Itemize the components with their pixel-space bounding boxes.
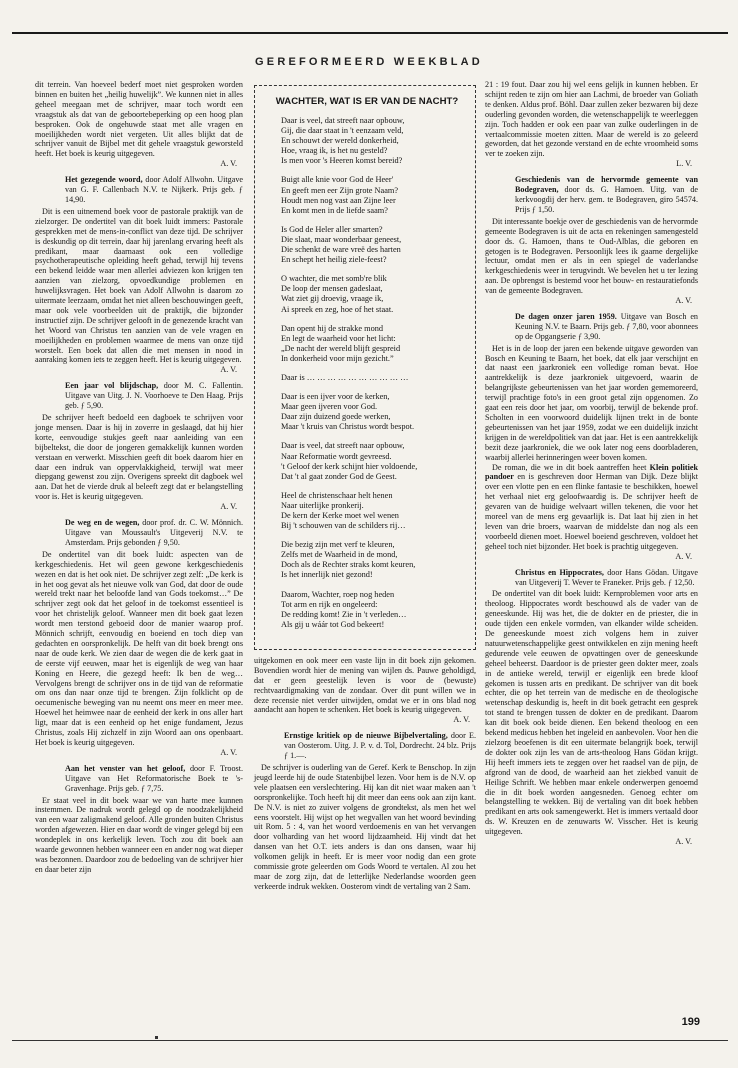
review-title: Christus en Hippocrates,: [515, 567, 604, 577]
review-signature: A. V.: [220, 365, 237, 375]
review-details: door ds. G. Hamoen. Uitg. van de kerkvoogdij der herv. gem. te Bodegraven, giro 54574. Prijs ƒ 1,50.: [515, 185, 698, 214]
poem-line: Is het innerlijk niet gezond!: [281, 570, 373, 580]
review-title: Ernstige kritiek op de nieuwe Bijbelvertaling,: [284, 731, 448, 741]
poem-stanzas: [267, 116, 467, 630]
review-heading: [35, 764, 243, 794]
poem-line: Dan opent hij de strakke mond: [281, 323, 384, 333]
poem-stanza: [281, 274, 467, 314]
poem-line: En schouwt der wereld donkerheid,: [281, 136, 399, 146]
poem-line: Ai spreek en zeg, hoe of het staat.: [281, 304, 394, 314]
poem-line: Die bezig zijn met verf te kleuren,: [281, 540, 395, 550]
poem-line: Zelfs met de Waarheid in de mond,: [281, 550, 398, 560]
review-signature: A. V.: [675, 296, 692, 306]
poem-line: Is men voor 's Heeren komst bereid?: [281, 156, 403, 166]
review-body: De schrijver is ouderling van de Geref. Kerk te Benschop. In zijn jeugd leerde hij de oude Statenbijbel lezen. Voor hem is de N.V. op vele plaatsen een verslechtering. Hij kan dit niet waar maken aan 't oorspronkelijke. Toch heeft hij dit meer dan eens ook aan zijn kant. De N.V. is niet zo zuiver volgens de grondtekst, als men het wel eens voorstelt. Hij wijst op het wegvallen van het woord bevinding uit Rom. 5 : 4, van het woord verdoemenis en van het vervangen door volharding van het woord lijdzaamheid. Hij vindt dat het dansen van het O.T. iets anders is dan ons dansen, waar hij volkomen gelijk in heeft. Er is meer voor nodig dan een grote commissie grote geleerden om Gods Woord te vertalen. Al zou het maar de zorg zijn, dat de letterlijke Nederlandse woorden geen verkeerde indruk wekken. Oosterom vindt de vertaling van 2 Sam.: [254, 763, 476, 891]
poem-stanza: [281, 324, 467, 364]
poem-line: Daarom, Wachter, roep nog heden: [281, 589, 395, 599]
review-heading: [35, 381, 243, 411]
left-column: [35, 80, 243, 875]
poem-stanza: [281, 540, 467, 580]
poem-line: Doch als de Rechter straks komt keuren,: [281, 560, 416, 570]
poem-line: Daar zijn duizend goede werken,: [281, 412, 391, 422]
review-title: Het gezegende woord,: [65, 175, 143, 185]
top-rule: [12, 32, 728, 34]
poem-line: Dat 't al gaat zonder God de Geest.: [281, 471, 397, 481]
poem-line: En legt de waarheid voor het licht:: [281, 333, 396, 343]
poem-stanza: [281, 590, 467, 630]
review-body: De ondertitel van dit boek luidt: aspecten van de kerkgeschiedenis. Het wil geen gewone kerkgeschiedenis wezen en dat is het ook niet. De schrijver zegt zelf: „De kerk is in het oog gevat als het nieuwe volk van God, dat door de oude wereld trekt naar het beloofde land van Gods toekomst…” De schrijver zegt ook dat het geloof in de toekomst essentieel is voor het christelijk geloof. Wanneer men dit boek gaat lezen wordt men terstond geboeid door de manier waarop prof. Mönnich schrijft, eenvoudig en boeiend en toch diep van gedachten en oorspronkelijk. De helft van dit boek brengt ons naar de oude kerk. We zien daar de wegen die de kerk gaat in de eerste vijf eeuwen, maar het is eigenlijk de weg van haar Koning en Heere, die gezegd heeft: Ik ben de weg… Vervolgens brengt de schrijver ons in de tijd van de reformatie om ons dan naar onze tijd te brengen. Zijn folklicht op de oecumenische beweging van nu neemt ons meer en meer mee. Hoewel het heimwee naar de eenheid der kerk in ons aller hart ligt, maar dat is een eenheid op het enige fundament, Jezus Christus, zoals Hij zichzelf in zijn Woord aan ons openbaart. Het boek is keurig uitgegeven.: [35, 549, 243, 747]
page-number: 199: [681, 1016, 700, 1028]
poem-line: Daar is … … … … … … … … … …: [281, 372, 409, 382]
review-body: Dit interessante boekje over de geschiedenis van de hervormde gemeente Bodegraven is uit de acta en rekeningen samengesteld door ds. G. Hamoen, thans te Oud-Alblas, die geboren en getogen is te Bodegraven. Persoonlijk lees ik gaarne dergelijke lectuur, omdat men er als in een spiegel de vaderlandse kerkgeschiedenis weer in terugvindt. We bevelen het u ter lezing aan. De opbrengst is bestemd voor het bouw- en restauratiefonds van de gemeente Bodegraven.: [485, 216, 698, 296]
review-title: De dagen onzer jaren 1959.: [515, 311, 617, 321]
left-intro-text: dit terrein. Van hoeveel bederf moet niet gesproken worden binnen en buiten het „heilig huwelijk”. We kunnen niet in alles geheel meegaan met de schrijver, maar toch wordt een vraagstuk als dat van de geboortebeperking op een hoog plan besproken. Ook de ongehuwde staat met alle vragen en moeilijkheden wordt niet vergeten. Uit alles blijkt dat de schrijver vanuit de Bijbel met dit gehele vraagstuk geworsteld heeft. Het boek is keurig uitgegeven.: [35, 80, 243, 159]
left-intro-signature: A. V.: [220, 159, 237, 169]
poem-line: In donkerheid voor mijn gezicht.”: [281, 353, 394, 363]
poem-line: Maar 't kruis van Christus wordt bespot.: [281, 422, 415, 432]
review-signature: A. V.: [220, 502, 237, 512]
poem-line: Wat ziet gij droevig, vraage ik,: [281, 294, 384, 304]
review-details: door E. van Oosterom. Uitg. J. P. v. d. Tol, Dordrecht. 24 blz. Prijs ƒ 1.—.: [284, 731, 477, 761]
review-details: door Hans Gödan. Uitgave van Uitgeverij T. Wever te Franeker. Prijs geb. ƒ 12,50.: [515, 567, 698, 587]
poem-line: Maar geen ijveren voor God.: [281, 402, 378, 412]
poem-line: Gij, die daar staat in 't eenzaam veld,: [281, 126, 404, 136]
review-signature: A. V.: [675, 837, 692, 847]
review-details: door F. Troost. Uitgave van Het Reformatorische Boek te 's-Gravenhage. Prijs geb. ƒ 7,75.: [65, 763, 243, 793]
poem-box: [254, 85, 476, 650]
review-body: De ondertitel van dit boek luidt: Kernproblemen voor arts en theoloog. Hippocrates wordt beschouwd als de vader van de geneeskunde. Hij was het, die de dokter en de priester, die in oude tijden een enkele vormden, van elkander wilde scheiden. De geneeskunde moest zich volgens hem in zuiver natuurwetenschappelijke geest ontwikkelen en zijn mening heeft gedurende vele eeuwen de opvattingen over de geneeskunde geheel beheerst. Daardoor is de priester geen dokter meer, zoals in de antieke wereld, terwijl er eigenlijk een brede kloof gekomen is tussen arts en predikant. De schrijver van dit boek echter, die op het terrein van de medische en de theologische wetenschap deskundig is, heeft in dit boek getracht een gesprek tot stand te brengen tussen de dokter en de predikant. Daarom kan dit boek ook beide dienen. Een bekend theoloog en een bekend medicus hebben het ingeleid en aanbevolen. Voor hen die zielzorg beoefenen is dit een uitermate belangrijk boek, terwijl de dokter ook zijn les van de arts-theoloog Hans Gödan krijgt. Hij heeft immers iets te zeggen over het raadsel van de pijn, de afgrond van de dood, de waarheid aan het ziekbed vanuit de Heilige Schrift. We hebben maar enkele onderwerpen genoemd die in dit boek worden aangesneden. Genoeg echter om belangstelling te wekken. Bij de vertaling van dit boek hebben predikant en arts ook samengewerkt. Het is immers vertaald door ds. W. Kreuzen en de zenuwarts W. Visscher. Het is keurig uitgegeven.: [485, 589, 698, 837]
poem-line: Daar is een ijver voor de kerken,: [281, 392, 390, 402]
poem-stanza: [281, 175, 467, 215]
right-intro-signature: L. V.: [676, 159, 692, 169]
poem-stanza: [281, 116, 467, 166]
review-signature: A. V.: [220, 747, 237, 757]
poem-line: Buigt alle knie voor God de Heer': [281, 175, 394, 185]
poem-line: En geeft men eer Zijn grote Naam?: [281, 185, 399, 195]
poem-stanza: [281, 225, 467, 265]
review-body: Dit is een uitnemend boek voor de pastorale praktijk van de zielzorger. De ondertitel van dit boek luidt immers: Pastorale gesprekken met de mens-in-conflict van deze tijd. De schrijver is deskundig op dit terrein, daar hij jarenlang ervaring heeft als predikant, maar daarnaast ook een volledige psychotherapeutische opleiding heeft gehad, terwijl hij tevens een bekend leidde waar men allerlei adviezen kon krijgen ten aanzien van zielzorg, opvoedkundige problemen en huwelijksvragen. Het boek van Adolf Allwohn is daarom zo uitermate leerzaam, omdat het niet alleen beschouwingen geeft, maar ook vele voorbeelden uit de praktijk, die bijzonder instructief zijn. De schrijver gelooft in de genezende kracht van het Woord van Christus ten aanzien van de vele vragen en moeilijkheden en problemen waarmee de mens van onze tijd worstelt. Een boek dat allen die met mensen in nood in aanraking komen iets te zeggen heeft. Het is keurig uitgegeven.: [35, 206, 243, 365]
poem-stanza: [281, 491, 467, 531]
continuation-signature: A. V.: [453, 715, 470, 725]
right-intro-text: 21 : 19 fout. Daar zou hij wel eens gelijk in kunnen hebben. Er schijnt reden te zijn om hier aan Lachmi, de broeder van Goliath te denken. Aldus prof. Böhl. Daar zullen zeker bezwaren bij deze ouderling gevonden worden, die wetenschappelijk te weerleggen zijn. Toch hadden er ook een paar van zulke ouderlingen in de vertaalcommissie moeten zitten. Maar de wereld is zo geleerd geworden, dat het gezonde verstand en de echte vroomheid soms ver te zoeken zijn.: [485, 80, 698, 159]
poem-line: Tot arm en rijk en ongeleerd:: [281, 599, 378, 609]
poem-stanza: [281, 441, 467, 481]
review-details: door M. C. Fallentin. Uitgave van Uitg. J. N. Voorhoeve te Den Haag. Prijs geb. ƒ 5,90.: [65, 381, 243, 411]
review-title: Aan het venster van het geloof,: [65, 763, 186, 773]
poem-stanza: [281, 373, 467, 383]
review-heading: [485, 312, 698, 342]
bottom-rule: [12, 1040, 728, 1041]
poem-line: De loop der mensen gadeslaat,: [281, 284, 383, 294]
poem-line: Is God de Heler aller smarten?: [281, 224, 383, 234]
poem-line: Als gij u wáár tot God bekeert!: [281, 619, 385, 629]
poem-line: 't Geloof der kerk schijnt hier voldoende,: [281, 461, 418, 471]
review-heading: [485, 568, 698, 588]
poem-line: En komt men in de liefde saam?: [281, 205, 388, 215]
poem-line: Naar uiterlijke pronkerij.: [281, 500, 364, 510]
poem-line: De redding komt! Zie in 't verleden…: [281, 609, 407, 619]
review-body-continued: De roman, die we in dit boek aantreffen heet Klein politiek pandoer en is geschreven door Herman van Dijk. Deze blijkt over een vlotte pen en een flinke fantasie te beschikken, hoewel het verhaal niet erg geloofwaardig is. De schrijver heeft de gevaren van de huidige welvaart willen tekenen, die voor het moreel van de mens erg gevaarlijk is. Dat laat hij zien in het leven van drie broers, waarvan de middelste dan nog als een voorbeeld dienen moet. Hoewel boeiend geschreven, voldoet het geheel toch niet bijzonder. Het boek is prachtig uitgegeven.: [485, 462, 698, 551]
review-heading: [35, 175, 243, 205]
poem-line: O wachter, die met somb're blik: [281, 274, 387, 284]
review-heading: [485, 175, 698, 215]
review-details: door prof. dr. C. W. Mönnich. Uitgave van Moussault's Uitgeverij N.V. te Amsterdam. Prijs gebonden ƒ 9,50.: [65, 518, 244, 547]
review-body: Er staat veel in dit boek waar we van harte mee kunnen instemmen. De nadruk wordt gelegd op de noodzakelijkheid van een waar zaligmakend geloof. Alle gronden buiten Christus worden afgewezen. Hier en daar wordt de vinger gelegd bij een wondeplek in ons kerkelijk leven. Toch zou dit boek aan waarde gewonnen hebben wanneer een en ander nog wat dieper was bezonnen. Daardoor zou de bedoeling van de schrijver hier en daar beter zijn: [35, 795, 243, 874]
poem-line: Heel de christenschaar helt henen: [281, 490, 393, 500]
review-title: De weg en de wegen,: [65, 518, 140, 528]
novel-title: Klein politiek pandoer: [485, 462, 698, 482]
printer-mark: [155, 1036, 158, 1039]
poem-line: Die schenkt de ware vreë des harten: [281, 245, 401, 255]
review-details: Uitgave van Bosch en Keuning N.V. te Baarn. Prijs geb. ƒ 7,80, voor abonnees op de Opgangserie ƒ 3,90.: [515, 311, 698, 341]
poem-line: „De nacht der wereld blijft gespreid: [281, 343, 401, 353]
right-column: [485, 80, 698, 847]
continuation-text: uitgekomen en ook meer een vaste lijn in dit boek zijn gekomen. Bovendien wordt hier de mening van wijlen ds. Pauwe geholdigd, dat er geen geestelijk leven is voor de (bewuste) rechtvaardigmaking van de zondaar. Over dit punt willen we in deze recensie niet verder uitwijden, omdat we er in ons blad nog aandacht aan hopen te schenken. Het boek is keurig uitgegeven.: [254, 655, 476, 715]
review-heading: [254, 731, 476, 761]
middle-column: [254, 85, 476, 892]
review-title: Een jaar vol blijdschap,: [65, 381, 159, 391]
poem-line: En schept het heilig ziele-feest?: [281, 255, 387, 265]
review-signature: A. V.: [675, 551, 692, 561]
poem-title: WACHTER, WAT IS ER VAN DE NACHT?: [275, 96, 459, 107]
poem-line: Naar Reformatie wordt gevreesd.: [281, 451, 392, 461]
review-details: door Adolf Allwohn. Uitgave van G. F. Callenbach N.V. te Nijkerk. Prijs geb. ƒ 14,90.: [65, 175, 243, 204]
poem-line: De kern der Kerke moet wel wenen: [281, 511, 399, 520]
poem-line: Houdt men nog vast aan Zijne leer: [281, 195, 396, 205]
poem-line: Hoe, vraag ik, is het nu gesteld?: [281, 146, 388, 156]
poem-stanza: [281, 392, 467, 432]
poem-line: Bij 't schouwen van de schilders rij…: [281, 521, 406, 531]
review-title: Geschiedenis van de hervormde gemeente van Bodegraven,: [515, 175, 698, 195]
review-body: De schrijver heeft bedoeld een dagboek te schrijven voor jonge mensen. Daar is hij in zoverre in geslaagd, dat hij hier korte, eenvoudige stukjes geeft naar aanleiding van een bijbeltekst, die door de jongeren gemakkelijk kunnen worden verstaan en verwerkt. Misschien geeft dit boek daarom hier en daar een indruk van oppervlakkigheid, terwijl wat meer diepgang gewenst zou zijn. Overigens spreekt dit dagboek wel aan. Dat het de vierde druk al beleeft zegt dat er belangstelling voor is. Het is keurig uitgegeven.: [35, 413, 243, 502]
masthead-title: GEREFORMEERD WEEKBLAD: [255, 56, 483, 68]
poem-line: Die slaat, maar wonderbaar geneest,: [281, 234, 402, 244]
poem-line: Daar is veel, dat streeft naar opbouw,: [281, 441, 405, 451]
review-heading: [35, 518, 243, 548]
review-body: Het is in de loop der jaren een bekende uitgave geworden van Bosch en Keuning te Baarn, het boek, dat elk jaar verschijnt en dat naast een jaarkroniek een volledige roman bevat. Hoe aantrekkelijk is deze jaarkroniek uitgevoerd, waarin de belangrijkste gebeurtenissen van het jaar worden gememoreerd, terwijl prachtige foto's in een groot getal zijn opgenomen. Zo gaat een reis door het jaar, om voorbij, terwijl de bekende prof. Scholten in een voorwoord duidelijk lijnen trekt in de bonte gebeurtenissen van het jaar 1959, zodat we een duidelijk inzicht krijgen in de wereldpolitiek van dat jaar. Het is een aantrekkelijk bezit deze jaarkroniek, die we ook later nog eens doorbladeren, waarbij allerlei herinneringen weer boven komen.: [485, 343, 698, 462]
poem-line: Daar is veel, dat streeft naar opbouw,: [281, 116, 405, 125]
